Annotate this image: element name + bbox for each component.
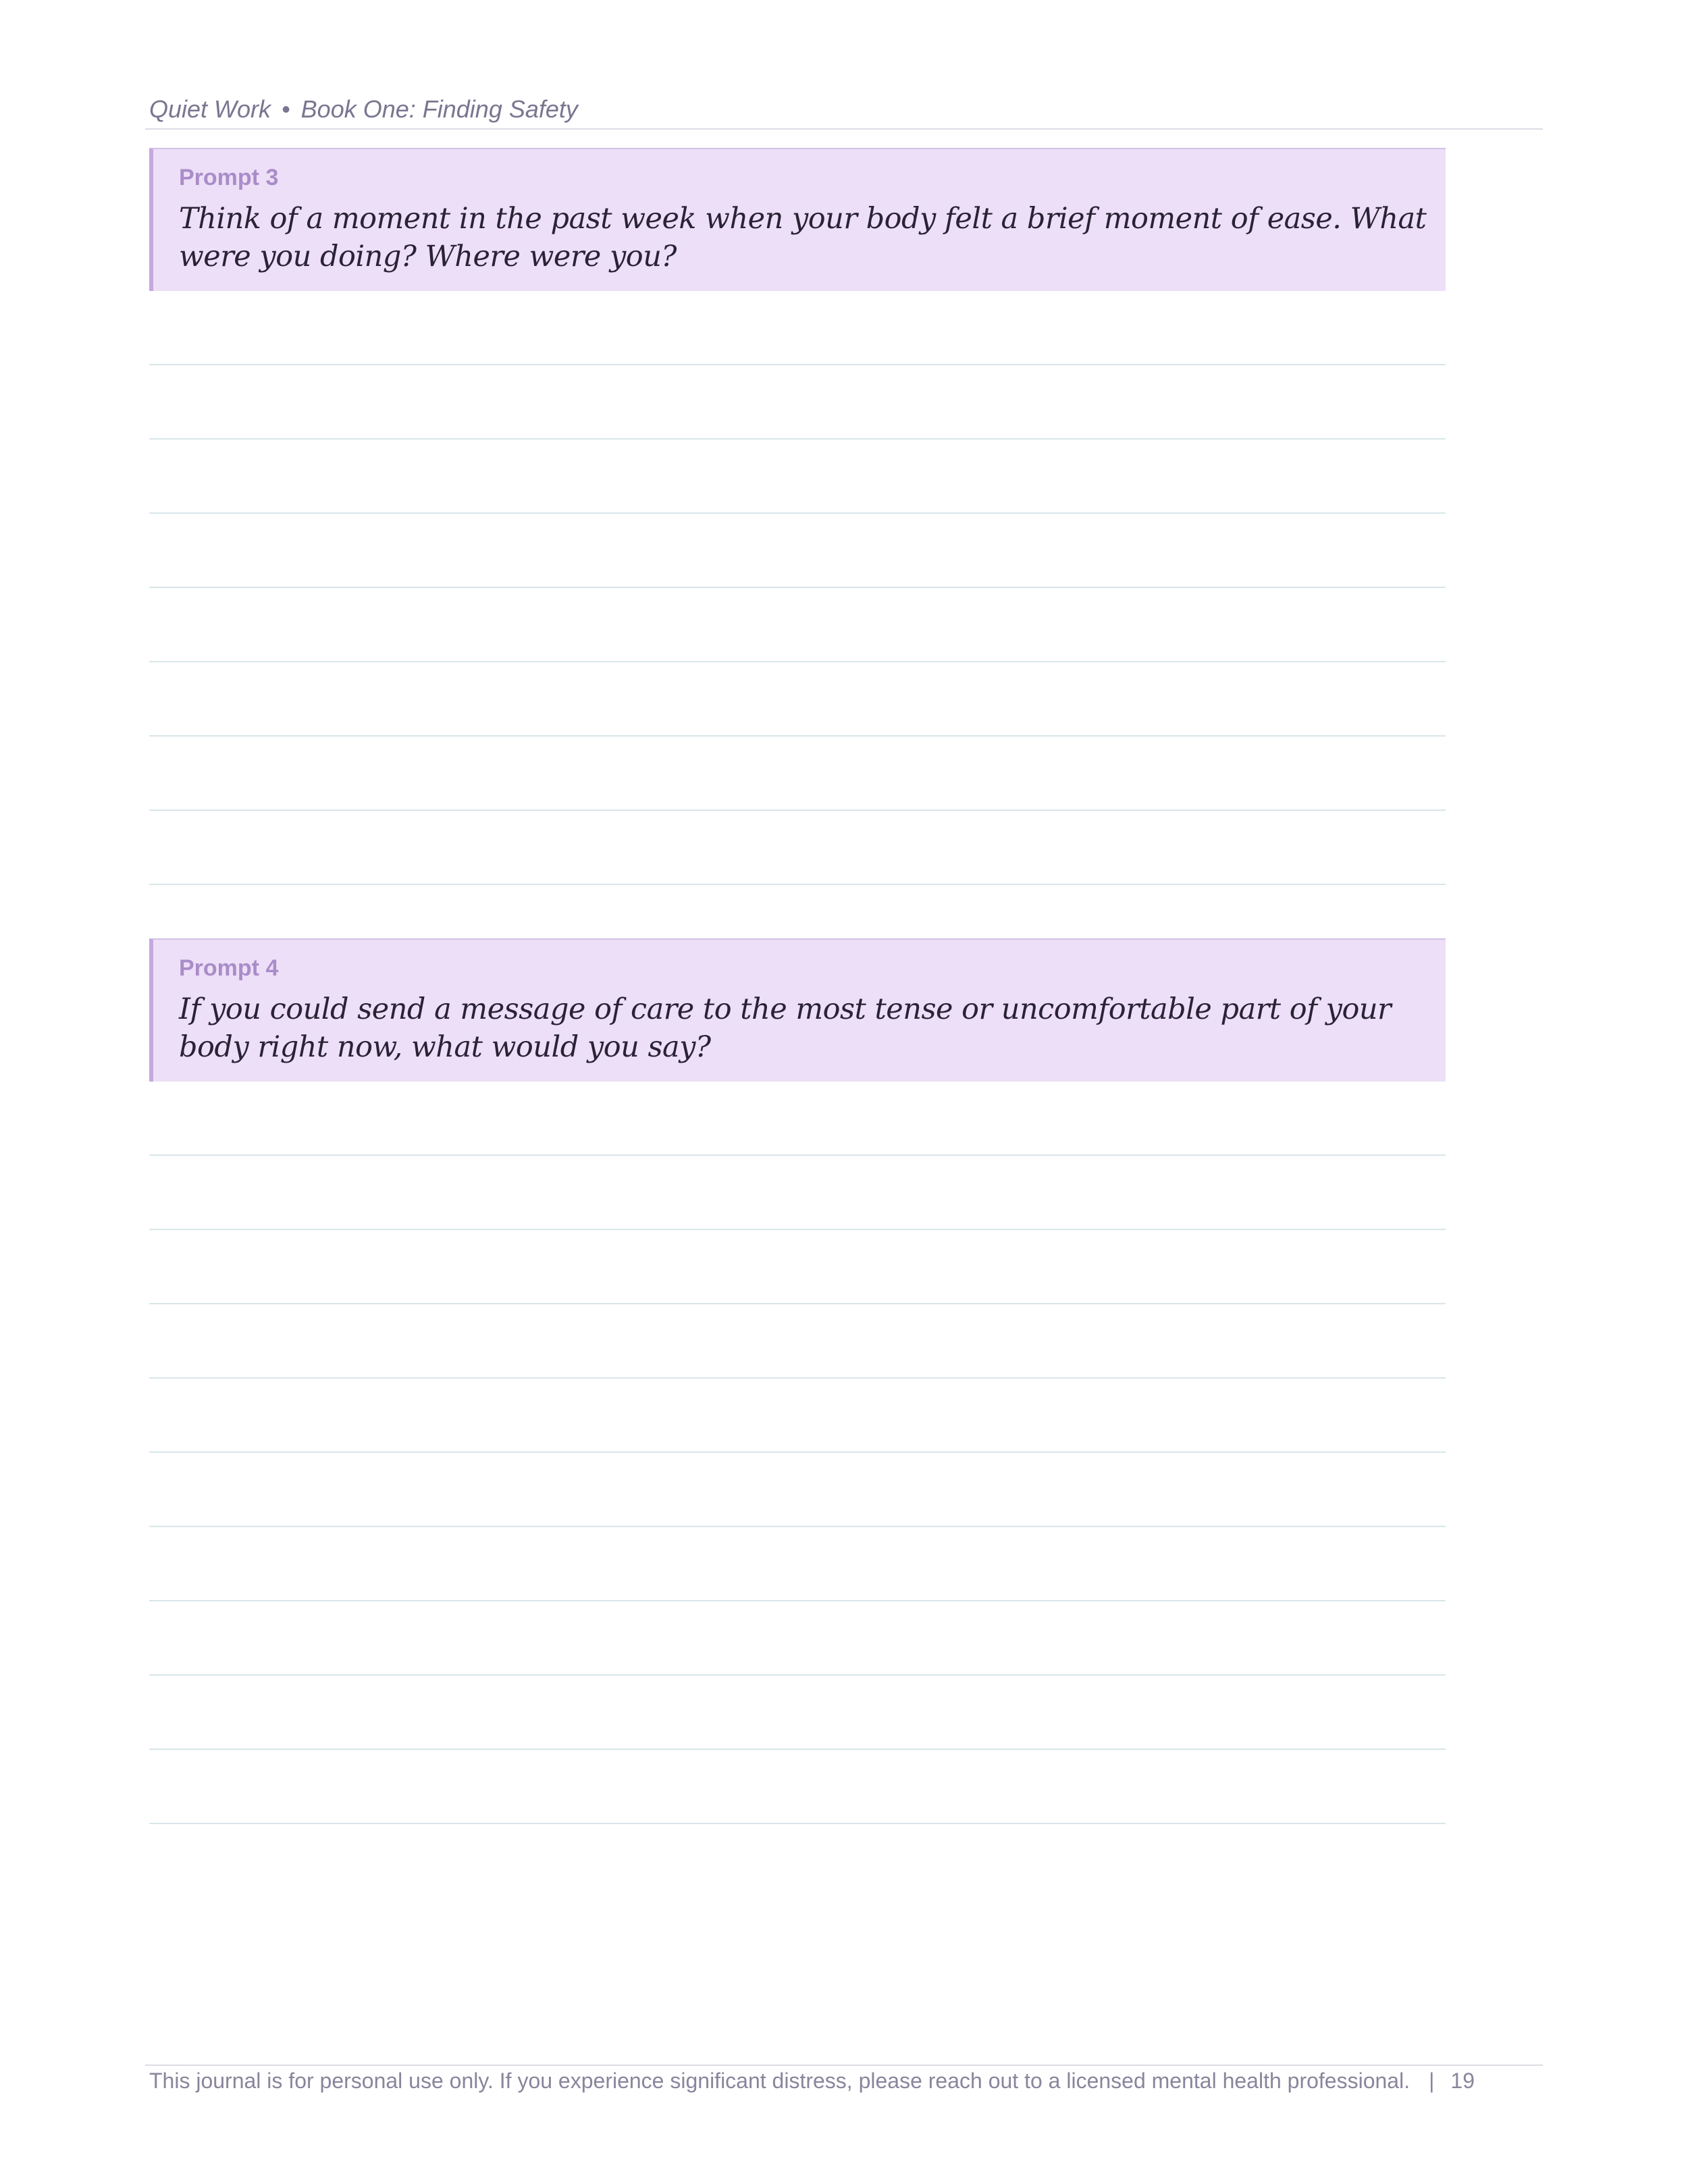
writing-line[interactable] (149, 1304, 1446, 1379)
prompt-4-writing-area[interactable] (149, 1082, 1446, 1824)
writing-line[interactable] (149, 291, 1446, 365)
writing-line[interactable] (149, 1156, 1446, 1230)
header-divider (145, 128, 1543, 130)
writing-line[interactable] (149, 440, 1446, 514)
writing-line[interactable] (149, 514, 1446, 588)
page-footer (149, 2067, 1475, 2094)
writing-line[interactable] (149, 1230, 1446, 1304)
footer-separator: | (1429, 2069, 1435, 2093)
prompt-4-label: Prompt 4 (179, 955, 279, 981)
writing-line[interactable] (149, 811, 1446, 885)
writing-line[interactable] (149, 662, 1446, 737)
writing-line[interactable] (149, 365, 1446, 440)
writing-line[interactable] (149, 1453, 1446, 1527)
prompt-4-box (149, 938, 1446, 1082)
prompt-3-writing-area[interactable] (149, 291, 1446, 885)
writing-line[interactable] (149, 1379, 1446, 1453)
writing-line[interactable] (149, 1601, 1446, 1676)
writing-line[interactable] (149, 588, 1446, 662)
footer-disclaimer: This journal is for personal use only. If you experience significant distress, please reach out to a licensed mental health professional. (149, 2069, 1410, 2093)
prompt-3-label: Prompt 3 (179, 165, 279, 190)
running-header (149, 95, 578, 124)
footer-divider (145, 2065, 1543, 2066)
prompt-3-text: Think of a moment in the past week when your body felt a brief moment of ease. What were you doing? Where were you? (179, 202, 1427, 273)
writing-line[interactable] (149, 1527, 1446, 1601)
series-title: Quiet Work (149, 95, 271, 123)
writing-line[interactable] (149, 1750, 1446, 1824)
writing-line[interactable] (149, 737, 1446, 811)
writing-line[interactable] (149, 1082, 1446, 1156)
prompt-4-text: If you could send a message of care to the most tense or uncomfortable part of your body right now, what would you say? (179, 992, 1392, 1064)
book-title: Book One: Finding Safety (300, 95, 578, 123)
page-number: 19 (1450, 2069, 1475, 2093)
header-separator: • (282, 95, 290, 123)
prompt-3-box (149, 148, 1446, 291)
writing-line[interactable] (149, 1676, 1446, 1750)
